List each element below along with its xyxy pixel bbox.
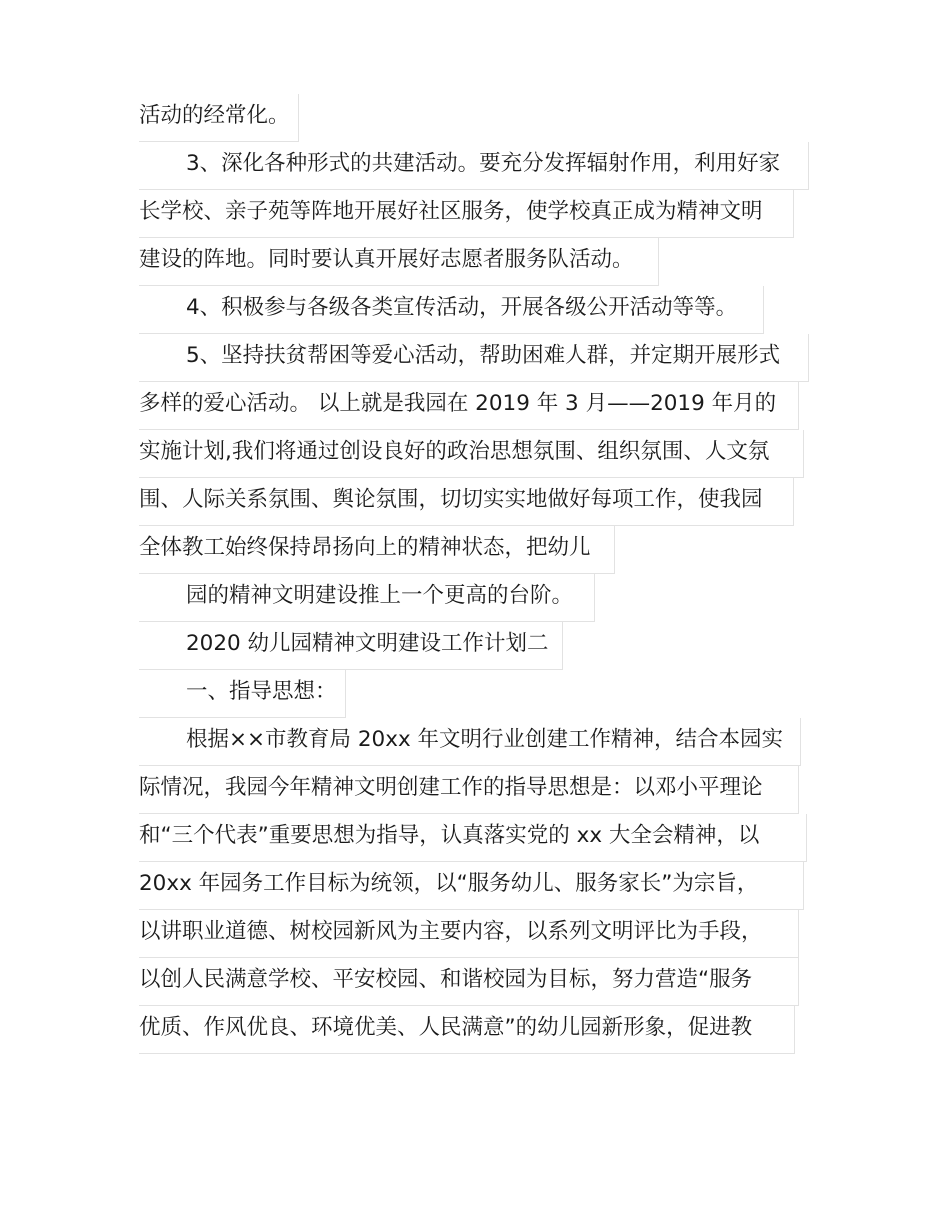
text-line: 优质、作风优良、环境优美、人民满意”的幼儿园新形象，促进教: [139, 1006, 795, 1054]
text-line: 建设的阵地。同时要认真开展好志愿者服务队活动。: [139, 238, 659, 286]
text-line: 际情况，我园今年精神文明创建工作的指导思想是：以邓小平理论: [139, 766, 799, 814]
text-line: 多样的爱心活动。 以上就是我园在 2019 年 3 月——2019 年月的: [139, 382, 799, 430]
text-line: 和“三个代表”重要思想为指导，认真落实党的 xx 大全会精神，以: [139, 814, 807, 862]
subsection-heading: 一、指导思想：: [139, 670, 346, 718]
text-line: 3、深化各种形式的共建活动。要充分发挥辐射作用，利用好家: [139, 142, 809, 190]
text-line: 全体教工始终保持昂扬向上的精神状态，把幼儿: [139, 526, 615, 574]
text-line: 园的精神文明建设推上一个更高的台阶。: [139, 574, 595, 622]
text-line: 5、坚持扶贫帮困等爱心活动，帮助困难人群，并定期开展形式: [139, 334, 809, 382]
text-line: 围、人际关系氛围、舆论氛围，切切实实地做好每项工作，使我园: [139, 478, 794, 526]
text-line: 以创人民满意学校、平安校园、和谐校园为目标，努力营造“服务: [139, 958, 799, 1006]
section-heading: 2020 幼儿园精神文明建设工作计划二: [139, 622, 563, 670]
text-line: 长学校、亲子苑等阵地开展好社区服务，使学校真正成为精神文明: [139, 190, 794, 238]
text-line: 4、积极参与各级各类宣传活动，开展各级公开活动等等。: [139, 286, 764, 334]
text-line: 活动的经常化。: [139, 94, 299, 142]
text-line: 根据××市教育局 20xx 年文明行业创建工作精神，结合本园实: [139, 718, 801, 766]
text-line: 20xx 年园务工作目标为统领，以“服务幼儿、服务家长”为宗旨，: [139, 862, 804, 910]
text-line: 实施计划,我们将通过创设良好的政治思想氛围、组织氛围、人文氛: [139, 430, 804, 478]
text-line: 以讲职业道德、树校园新风为主要内容，以系列文明评比为手段，: [139, 910, 799, 958]
